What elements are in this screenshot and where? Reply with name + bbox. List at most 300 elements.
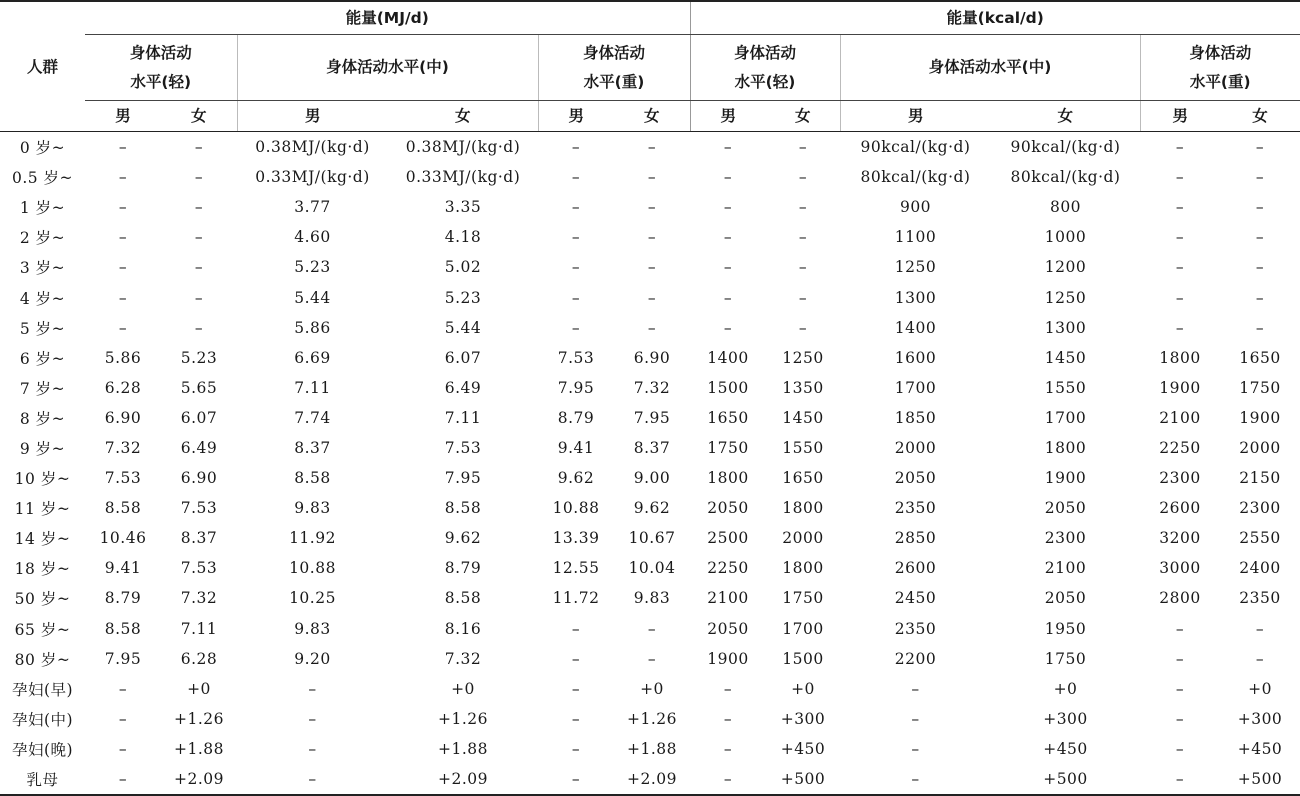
table-cell: – [690,162,766,192]
table-cell: 2550 [1220,523,1300,553]
row-group-label: 2 岁~ [0,222,85,252]
table-cell: 1200 [991,252,1140,282]
table-cell: 7.32 [614,373,690,403]
table-cell: 4.18 [388,222,538,252]
table-cell: – [766,252,840,282]
row-group-label: 3 岁~ [0,252,85,282]
table-cell: – [1220,222,1300,252]
table-cell: – [1140,252,1220,282]
table-cell: – [161,252,237,282]
table-cell: 8.37 [237,433,388,463]
table-cell: +500 [766,764,840,795]
table-cell: 2600 [840,553,991,583]
kcal-heavy-header [1140,35,1300,101]
table-cell: 13.39 [538,523,614,553]
table-cell: 7.53 [161,493,237,523]
table-cell: – [1220,644,1300,674]
table-cell: 2250 [690,553,766,583]
table-cell: 1250 [840,252,991,282]
table-cell: – [614,282,690,312]
mj-heavy-line1: 身体活动 [539,39,690,68]
table-cell: 5.44 [237,282,388,312]
row-group-label: 6 岁~ [0,343,85,373]
table-cell: 1700 [991,403,1140,433]
table-cell: 1800 [1140,343,1220,373]
table-cell: 1100 [840,222,991,252]
table-cell: 1550 [991,373,1140,403]
table-cell: 7.95 [388,463,538,493]
table-cell: 8.37 [614,433,690,463]
table-cell: +450 [1220,734,1300,764]
kcal-heavy-male-header: 男 [1140,101,1220,132]
table-cell: – [1220,132,1300,163]
kcal-heavy-female-header: 女 [1220,101,1300,132]
table-cell: – [1140,674,1220,704]
table-cell: – [840,704,991,734]
table-cell: – [538,282,614,312]
table-cell: – [1140,764,1220,795]
table-cell: – [614,614,690,644]
table-cell: 7.11 [388,403,538,433]
row-group-label: 1 岁~ [0,192,85,222]
mj-heavy-male-header: 男 [538,101,614,132]
mj-light-male-header: 男 [85,101,161,132]
table-cell: – [766,282,840,312]
table-cell: 2050 [840,463,991,493]
table-cell: 2050 [991,493,1140,523]
table-cell: 1650 [766,463,840,493]
table-row [0,704,1300,734]
row-group-label: 孕妇(中) [0,704,85,734]
table-row [0,734,1300,764]
table-cell: 2000 [1220,433,1300,463]
table-cell: – [766,192,840,222]
table-row [0,583,1300,613]
table-row [0,403,1300,433]
table-cell: 1250 [991,282,1140,312]
table-cell: 8.58 [388,493,538,523]
table-cell: – [538,734,614,764]
table-cell: 2300 [991,523,1140,553]
table-cell: 2100 [690,583,766,613]
table-cell: +2.09 [388,764,538,795]
row-group-label: 孕妇(晚) [0,734,85,764]
table-cell: – [161,162,237,192]
table-cell: +500 [1220,764,1300,795]
table-cell: – [690,313,766,343]
mj-heavy-female-header: 女 [614,101,690,132]
table-cell: 6.07 [161,403,237,433]
table-cell: 8.58 [85,614,161,644]
kcal-moderate-header: 身体活动水平(中) [840,35,1140,101]
row-group-label: 18 岁~ [0,553,85,583]
table-cell: 10.25 [237,583,388,613]
table-cell: 1550 [766,433,840,463]
table-cell: 11.92 [237,523,388,553]
table-cell: 1300 [991,313,1140,343]
table-row [0,433,1300,463]
table-cell: 7.74 [237,403,388,433]
table-cell: +0 [991,674,1140,704]
table-cell: – [538,252,614,282]
table-cell: 1950 [991,614,1140,644]
table-cell: – [1140,313,1220,343]
table-cell: 2050 [690,614,766,644]
table-cell: 9.83 [614,583,690,613]
table-cell: 7.32 [388,644,538,674]
table-cell: 2000 [766,523,840,553]
table-cell: – [1140,222,1220,252]
table-cell: – [85,222,161,252]
table-cell: 2450 [840,583,991,613]
table-cell: – [538,222,614,252]
table-cell: +450 [991,734,1140,764]
table-cell: 6.90 [85,403,161,433]
mj-light-line2: 水平(轻) [85,68,237,97]
table-cell: 2400 [1220,553,1300,583]
table-cell: – [690,734,766,764]
table-cell: +1.26 [388,704,538,734]
table-cell: 10.67 [614,523,690,553]
table-cell: 8.16 [388,614,538,644]
table-cell: 3000 [1140,553,1220,583]
table-row [0,614,1300,644]
table-cell: – [690,132,766,163]
table-cell: – [1220,192,1300,222]
table-cell: 6.28 [85,373,161,403]
table-cell: 8.79 [85,583,161,613]
group-column-header: 人群 [0,1,85,132]
table-cell: 1450 [766,403,840,433]
kcal-light-header [690,35,840,101]
table-cell: +0 [1220,674,1300,704]
table-cell: – [161,313,237,343]
table-cell: 0.33MJ/(kg·d) [237,162,388,192]
table-cell: +0 [161,674,237,704]
table-cell: – [1220,252,1300,282]
table-cell: 8.58 [85,493,161,523]
table-cell: 1750 [1220,373,1300,403]
table-cell: 0.33MJ/(kg·d) [388,162,538,192]
table-cell: +2.09 [614,764,690,795]
table-cell: 8.37 [161,523,237,553]
table-cell: 2300 [1140,463,1220,493]
table-cell: – [690,252,766,282]
table-cell: – [237,704,388,734]
table-cell: – [538,704,614,734]
table-cell: +500 [991,764,1140,795]
table-cell: 9.62 [388,523,538,553]
table-cell: 1750 [991,644,1140,674]
mj-moderate-female-header: 女 [388,101,538,132]
table-cell: 10.88 [538,493,614,523]
table-cell: 7.32 [85,433,161,463]
table-cell: – [237,764,388,795]
table-cell: 6.69 [237,343,388,373]
row-group-label: 9 岁~ [0,433,85,463]
table-cell: – [690,282,766,312]
row-group-label: 0 岁~ [0,132,85,163]
table-cell: 2100 [1140,403,1220,433]
mj-heavy-line2: 水平(重) [539,68,690,97]
table-cell: 1250 [766,343,840,373]
energy-kcal-header: 能量(kcal/d) [690,1,1300,35]
table-cell: 1750 [766,583,840,613]
table-row [0,553,1300,583]
row-group-label: 0.5 岁~ [0,162,85,192]
table-cell: 1900 [690,644,766,674]
table-cell: +300 [991,704,1140,734]
table-cell: 2600 [1140,493,1220,523]
table-cell: 1850 [840,403,991,433]
kcal-moderate-female-header: 女 [991,101,1140,132]
row-group-label: 10 岁~ [0,463,85,493]
row-group-label: 65 岁~ [0,614,85,644]
mj-light-line1: 身体活动 [85,39,237,68]
table-cell: 1500 [690,373,766,403]
table-cell: – [1140,644,1220,674]
table-row [0,373,1300,403]
table-cell: – [161,132,237,163]
table-cell: – [614,192,690,222]
table-cell: – [840,674,991,704]
table-row [0,132,1300,163]
table-row [0,252,1300,282]
row-group-label: 5 岁~ [0,313,85,343]
table-cell: 1900 [1220,403,1300,433]
table-cell: 2800 [1140,583,1220,613]
table-cell: – [161,222,237,252]
table-cell: 1650 [690,403,766,433]
table-row [0,523,1300,553]
table-cell: – [690,764,766,795]
table-cell: +1.88 [161,734,237,764]
table-cell: 7.95 [614,403,690,433]
table-cell: – [85,704,161,734]
table-cell: – [85,162,161,192]
row-group-label: 4 岁~ [0,282,85,312]
row-group-label: 80 岁~ [0,644,85,674]
table-cell: 9.20 [237,644,388,674]
table-cell: +1.26 [161,704,237,734]
table-cell: – [766,313,840,343]
table-row [0,764,1300,795]
table-cell: – [614,222,690,252]
table-cell: 3.35 [388,192,538,222]
table-cell: 6.28 [161,644,237,674]
table-cell: 900 [840,192,991,222]
table-cell: 2100 [991,553,1140,583]
table-cell: – [614,132,690,163]
table-cell: 7.53 [388,433,538,463]
table-cell: – [766,162,840,192]
kcal-heavy-line2: 水平(重) [1141,68,1300,97]
table-cell: – [85,734,161,764]
table-cell: – [85,132,161,163]
kcal-light-female-header: 女 [766,101,840,132]
table-cell: 2350 [840,614,991,644]
table-cell: 10.88 [237,553,388,583]
table-cell: 2250 [1140,433,1220,463]
table-cell: 5.02 [388,252,538,282]
table-cell: 6.49 [161,433,237,463]
table-cell: – [538,162,614,192]
table-cell: 8.58 [388,583,538,613]
table-cell: 7.32 [161,583,237,613]
table-cell: 1800 [766,493,840,523]
table-body [0,132,1300,796]
table-row [0,313,1300,343]
table-cell: 1400 [840,313,991,343]
kcal-light-line1: 身体活动 [691,39,840,68]
table-cell: 7.53 [538,343,614,373]
table-cell: – [690,222,766,252]
table-cell: – [85,192,161,222]
table-cell: 5.86 [237,313,388,343]
row-group-label: 8 岁~ [0,403,85,433]
table-cell: 6.07 [388,343,538,373]
table-cell: – [840,734,991,764]
table-cell: +300 [766,704,840,734]
table-cell: – [766,132,840,163]
table-cell: – [1140,704,1220,734]
row-group-label: 11 岁~ [0,493,85,523]
table-cell: 5.86 [85,343,161,373]
row-group-label: 7 岁~ [0,373,85,403]
table-cell: 1700 [840,373,991,403]
table-cell: 1800 [690,463,766,493]
table-cell: – [690,192,766,222]
table-cell: – [538,313,614,343]
kcal-heavy-line1: 身体活动 [1141,39,1300,68]
table-row [0,282,1300,312]
table-cell: 0.38MJ/(kg·d) [237,132,388,163]
table-cell: – [690,674,766,704]
mj-light-header [85,35,237,101]
table-cell: – [161,282,237,312]
table-cell: – [766,222,840,252]
table-cell: 1000 [991,222,1140,252]
table-cell: 9.00 [614,463,690,493]
table-cell: 2500 [690,523,766,553]
table-cell: +1.88 [388,734,538,764]
table-cell: – [538,132,614,163]
table-cell: – [1140,282,1220,312]
table-cell: 2200 [840,644,991,674]
table-cell: 5.44 [388,313,538,343]
table-cell: 1300 [840,282,991,312]
table-cell: 7.11 [161,614,237,644]
table-cell: 1750 [690,433,766,463]
table-row [0,192,1300,222]
table-row [0,463,1300,493]
table-cell: 12.55 [538,553,614,583]
table-cell: – [161,192,237,222]
table-cell: 7.53 [161,553,237,583]
table-cell: – [1220,313,1300,343]
table-cell: – [1140,192,1220,222]
table-cell: 2000 [840,433,991,463]
table-row [0,222,1300,252]
energy-mj-header: 能量(MJ/d) [85,1,690,35]
table-cell: – [538,614,614,644]
table-row [0,644,1300,674]
table-cell: 2300 [1220,493,1300,523]
table-cell: – [1140,734,1220,764]
table-cell: 800 [991,192,1140,222]
table-cell: – [538,764,614,795]
table-cell: – [1140,132,1220,163]
table-cell: 8.79 [538,403,614,433]
table-cell: 80kcal/(kg·d) [840,162,991,192]
table-cell: 0.38MJ/(kg·d) [388,132,538,163]
table-cell: 90kcal/(kg·d) [991,132,1140,163]
table-row [0,674,1300,704]
table-cell: +1.88 [614,734,690,764]
table-cell: – [1220,162,1300,192]
table-cell: 10.04 [614,553,690,583]
table-cell: – [85,313,161,343]
mj-moderate-header: 身体活动水平(中) [237,35,538,101]
table-cell: 9.83 [237,614,388,644]
table-cell: 7.95 [538,373,614,403]
table-cell: 80kcal/(kg·d) [991,162,1140,192]
table-cell: 1800 [766,553,840,583]
table-cell: – [1220,282,1300,312]
table-cell: 2350 [840,493,991,523]
table-cell: 2850 [840,523,991,553]
table-row [0,162,1300,192]
row-group-label: 50 岁~ [0,583,85,613]
table-cell: 1800 [991,433,1140,463]
table-cell: 8.79 [388,553,538,583]
table-cell: 6.90 [161,463,237,493]
table-cell: 6.49 [388,373,538,403]
table-cell: – [85,764,161,795]
table-cell: 8.58 [237,463,388,493]
table-cell: 1700 [766,614,840,644]
table-cell: – [614,162,690,192]
table-cell: – [690,704,766,734]
table-cell: – [237,734,388,764]
table-cell: 2050 [690,493,766,523]
table-cell: 5.23 [161,343,237,373]
table-cell: 1600 [840,343,991,373]
table-cell: – [1140,162,1220,192]
table-cell: 1350 [766,373,840,403]
table-cell: 9.41 [538,433,614,463]
table-cell: – [538,644,614,674]
table-cell: 1650 [1220,343,1300,373]
table-cell: 1400 [690,343,766,373]
row-group-label: 乳母 [0,764,85,795]
table-cell: +450 [766,734,840,764]
table-cell: – [1140,614,1220,644]
table-cell: 6.90 [614,343,690,373]
table-cell: – [614,313,690,343]
table-cell: 1450 [991,343,1140,373]
table-cell: 10.46 [85,523,161,553]
table-cell: – [614,252,690,282]
table-cell: 2150 [1220,463,1300,493]
table-cell: 7.95 [85,644,161,674]
mj-heavy-header [538,35,690,101]
row-group-label: 孕妇(早) [0,674,85,704]
table-cell: 5.23 [237,252,388,282]
table-cell: 9.41 [85,553,161,583]
mj-moderate-male-header: 男 [237,101,388,132]
table-cell: 1500 [766,644,840,674]
